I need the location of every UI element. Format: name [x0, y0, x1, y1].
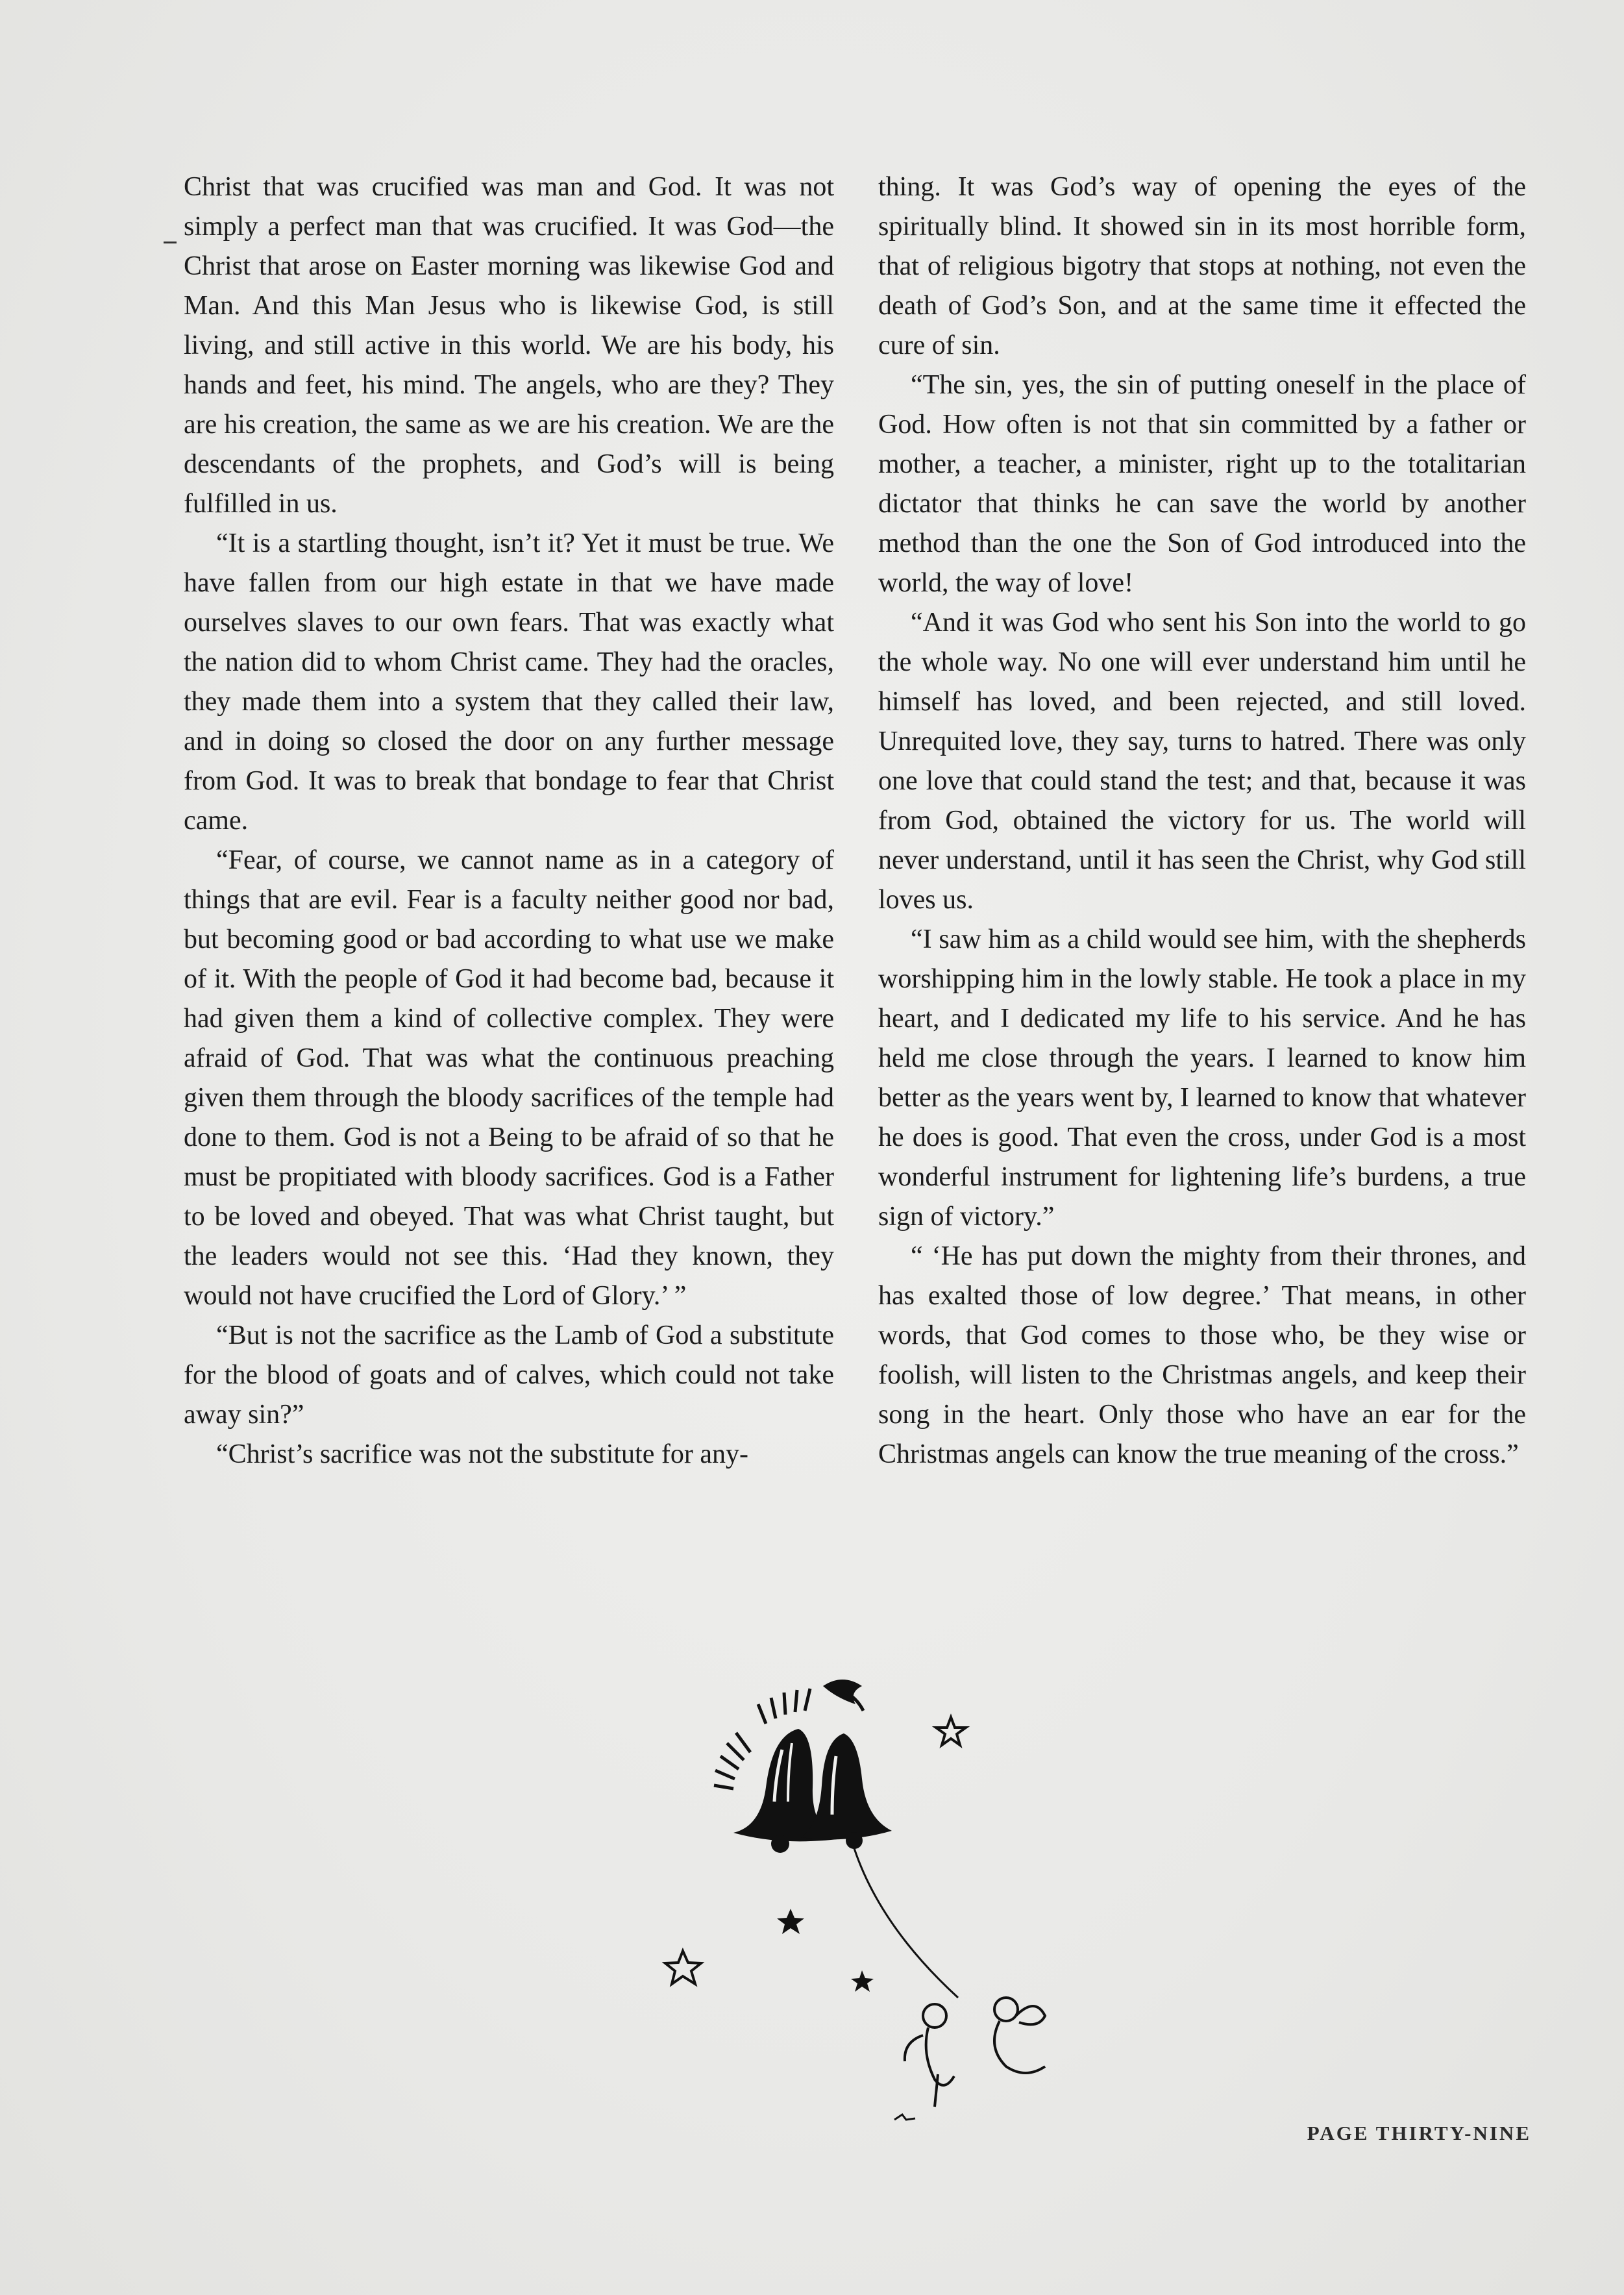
- left-column: [184, 167, 834, 1474]
- paragraph: “The sin, yes, the sin of putting oneself in the place of God. How often is not that sin committed by a father or mother, a teacher, a minister, right up to the totalitarian dictator that thinks he can save the world by another method than the one the Son of God introduced into the world, the way of love!: [878, 370, 1526, 598]
- paragraph: Christ that was crucified was man and God. It was not simply a perfect man that was crucified. It was God—the Christ that arose on Easter morning was likewise God and Man. And this Man Jesus who is likewise God, is still living, and still active in this world. We are his body, his hands and feet, his mind. The angels, who are they? They are his creation, the same as we are his creation. We are the descendants of the prophets, and God’s will is being fulfilled in us.: [184, 172, 834, 519]
- paragraph: “ ‘He has put down the mighty from their thrones, and has exalted those of low degree.’ That means, in other words, that God comes to those who, be they wise or foolish, will listen to the Christmas angels, and keep their song in the heart. Only those who have an ear for the Christmas angels can know the true meaning of the cross.”: [878, 1241, 1526, 1469]
- page-number: PAGE THIRTY-NINE: [1307, 2122, 1531, 2144]
- paragraph: “But is not the sacrifice as the Lamb of God a substitute for the blood of goats and of calves, which could not take away sin?”: [184, 1321, 834, 1430]
- paragraph: “It is a startling thought, isn’t it? Yet it must be true. We have fallen from our high estate in that we have made ourselves slaves to our own fears. That was exactly what the nation did to whom Christ came. They had the oracles, they made them into a system that they called their law, and in doing so closed the door on any further message from God. It was to break that bondage to fear that Christ came.: [184, 528, 834, 836]
- paragraph: “Fear, of course, we cannot name as in a category of things that are evil. Fear is a faculty neither good nor bad, but becoming good or bad according to what use we make of it. With the people of God it had become bad, because it had given them a kind of collective complex. They were afraid of God. That was what the continuous preaching given them through the bloody sacrifices of the temple had done to them. God is not a Being to be afraid of so that he must be propitiated with bloody sacrifices. God is a Father to be loved and obeyed. That was what Christ taught, but the leaders would not see this. ‘Had they known, they would not have crucified the Lord of Glory.’ ”: [184, 845, 834, 1311]
- christmas-bells-angels-icon: [649, 1672, 1090, 2126]
- right-column: [878, 167, 1526, 1474]
- paragraph: “And it was God who sent his Son into the world to go the whole way. No one will ever understand him until he himself has loved, and been rejected, and still loved. Unrequited love, they say, turns to hatred. There was only one love that could stand the test; and that, because it was from God, obtained the victory for us. The world will never understand, until it has seen the Christ, why God still loves us.: [878, 608, 1526, 915]
- margin-mark: [164, 242, 177, 243]
- paragraph: thing. It was God’s way of opening the eyes of the spiritually blind. It showed sin in its most horrible form, that of religious bigotry that stops at nothing, not even the death of God’s Son, and at the same time it effected the cure of sin.: [878, 172, 1526, 360]
- paragraph: “I saw him as a child would see him, with the shepherds worshipping him in the lowly stable. He took a place in my heart, and I dedicated my life to his service. And he has held me close through the years. I learned to know him better as the years went by, I learned to know that whatever he does is good. That even the cross, under God is a most wonderful instrument for lightening life’s burdens, a true sign of victory.”: [878, 924, 1526, 1232]
- paragraph: “Christ’s sacrifice was not the substitute for any-: [216, 1439, 748, 1469]
